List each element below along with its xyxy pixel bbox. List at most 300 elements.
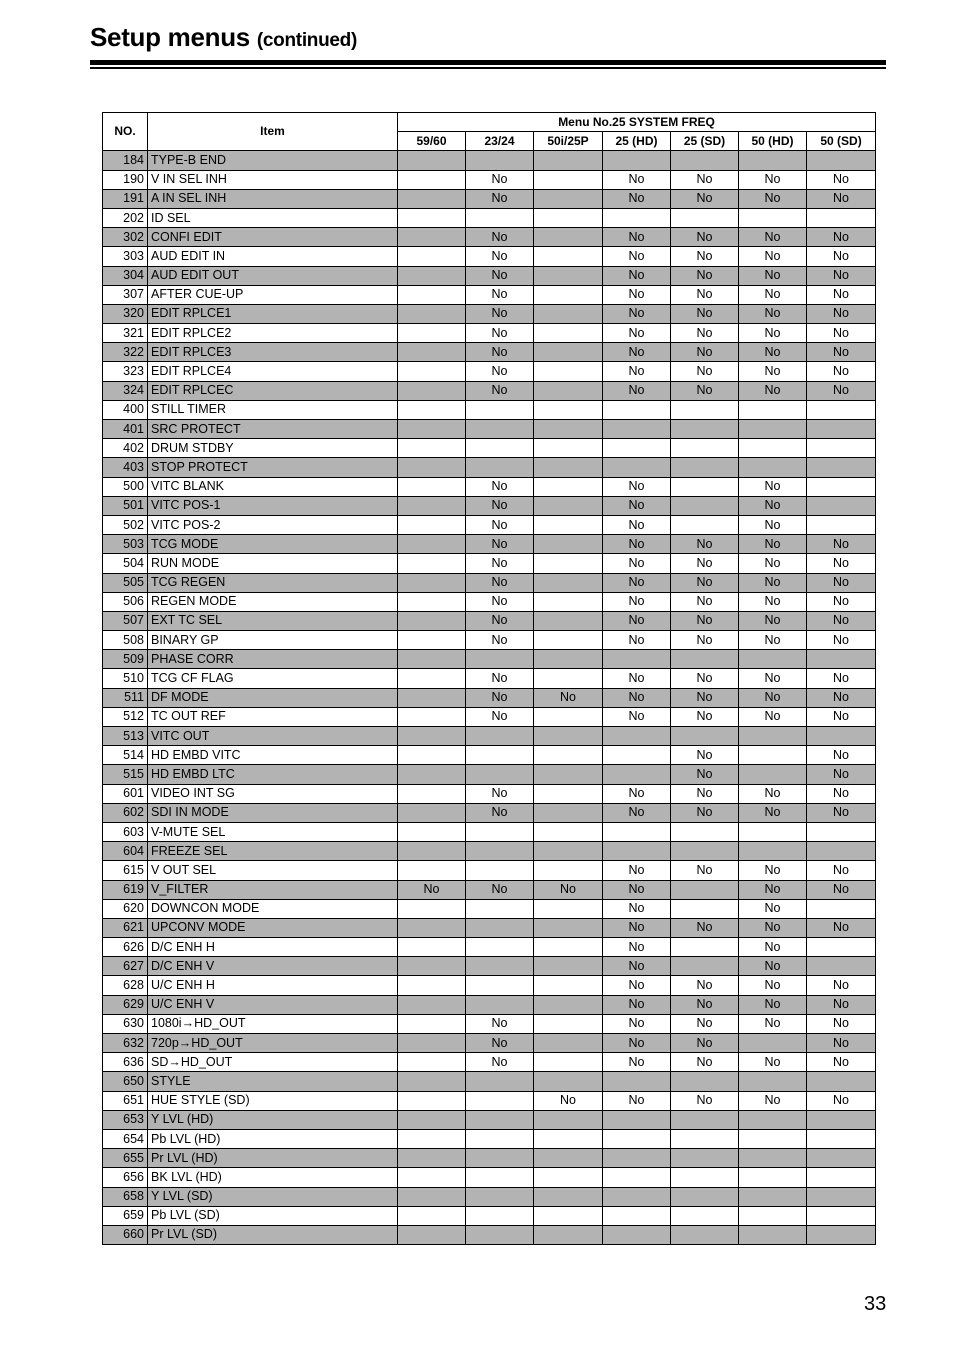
row-item-name: AFTER CUE-UP xyxy=(148,285,398,304)
row-value-cell xyxy=(398,304,466,323)
row-value-cell: No xyxy=(466,880,534,899)
row-value-cell xyxy=(398,362,466,381)
row-value-cell: No xyxy=(466,803,534,822)
row-value-cell xyxy=(603,458,671,477)
table-row xyxy=(103,957,876,976)
row-number: 508 xyxy=(103,631,148,650)
row-value-cell: No xyxy=(739,247,807,266)
row-value-cell: No xyxy=(671,535,739,554)
row-value-cell xyxy=(534,822,603,841)
row-value-cell: No xyxy=(466,554,534,573)
row-value-cell xyxy=(807,822,876,841)
row-value-cell xyxy=(534,650,603,669)
table-body xyxy=(103,151,876,1245)
row-value-cell xyxy=(466,1091,534,1110)
row-value-cell xyxy=(739,1225,807,1244)
row-value-cell: No xyxy=(466,304,534,323)
row-value-cell xyxy=(466,1110,534,1129)
row-item-name: VITC POS-2 xyxy=(148,515,398,534)
row-value-cell: No xyxy=(807,1034,876,1053)
row-value-cell: No xyxy=(807,803,876,822)
row-value-cell: No xyxy=(534,1091,603,1110)
row-value-cell xyxy=(466,938,534,957)
row-value-cell xyxy=(807,400,876,419)
row-number: 629 xyxy=(103,995,148,1014)
row-item-name: Pb LVL (HD) xyxy=(148,1129,398,1148)
row-value-cell: No xyxy=(466,631,534,650)
row-item-name: HUE STYLE (SD) xyxy=(148,1091,398,1110)
row-value-cell: No xyxy=(466,170,534,189)
row-value-cell: No xyxy=(671,611,739,630)
row-value-cell xyxy=(398,573,466,592)
row-value-cell xyxy=(603,650,671,669)
table-row xyxy=(103,611,876,630)
row-value-cell xyxy=(807,1206,876,1225)
row-value-cell: No xyxy=(603,266,671,285)
row-value-cell xyxy=(534,995,603,1014)
row-value-cell xyxy=(534,535,603,554)
row-value-cell xyxy=(807,957,876,976)
page-title-suffix: (continued) xyxy=(256,30,358,51)
row-item-name: U/C ENH H xyxy=(148,976,398,995)
row-value-cell xyxy=(466,861,534,880)
row-item-name: PHASE CORR xyxy=(148,650,398,669)
row-item-name: DRUM STDBY xyxy=(148,439,398,458)
row-value-cell: No xyxy=(671,803,739,822)
row-value-cell: No xyxy=(671,381,739,400)
row-value-cell: No xyxy=(807,228,876,247)
table-row xyxy=(103,170,876,189)
row-value-cell xyxy=(398,266,466,285)
row-value-cell xyxy=(466,208,534,227)
table-row xyxy=(103,554,876,573)
row-number: 656 xyxy=(103,1168,148,1187)
row-value-cell xyxy=(739,1187,807,1206)
row-number: 509 xyxy=(103,650,148,669)
row-value-cell xyxy=(534,247,603,266)
row-item-name: VIDEO INT SG xyxy=(148,784,398,803)
row-value-cell xyxy=(807,208,876,227)
row-value-cell xyxy=(534,1225,603,1244)
row-value-cell xyxy=(671,1072,739,1091)
row-value-cell: No xyxy=(671,304,739,323)
row-value-cell xyxy=(739,1149,807,1168)
row-item-name: VITC OUT xyxy=(148,727,398,746)
row-value-cell: No xyxy=(603,957,671,976)
row-value-cell xyxy=(398,420,466,439)
row-value-cell: No xyxy=(603,688,671,707)
row-value-cell: No xyxy=(739,631,807,650)
row-value-cell: No xyxy=(739,995,807,1014)
row-value-cell: No xyxy=(807,746,876,765)
row-value-cell xyxy=(534,170,603,189)
row-value-cell: No xyxy=(739,861,807,880)
row-value-cell xyxy=(671,151,739,170)
table-row xyxy=(103,938,876,957)
row-value-cell: No xyxy=(739,669,807,688)
row-value-cell xyxy=(398,995,466,1014)
row-value-cell xyxy=(534,976,603,995)
row-value-cell xyxy=(534,573,603,592)
row-value-cell xyxy=(603,1072,671,1091)
row-number: 619 xyxy=(103,880,148,899)
row-value-cell: No xyxy=(739,304,807,323)
row-value-cell xyxy=(739,765,807,784)
row-value-cell xyxy=(603,400,671,419)
table-row xyxy=(103,688,876,707)
row-number: 506 xyxy=(103,592,148,611)
row-value-cell xyxy=(398,1014,466,1033)
row-value-cell: No xyxy=(466,324,534,343)
row-number: 653 xyxy=(103,1110,148,1129)
row-value-cell xyxy=(807,842,876,861)
page-title-main: Setup menus xyxy=(90,22,250,52)
row-value-cell: No xyxy=(671,170,739,189)
row-value-cell: No xyxy=(603,285,671,304)
row-number: 190 xyxy=(103,170,148,189)
row-value-cell xyxy=(398,1091,466,1110)
row-value-cell: No xyxy=(671,995,739,1014)
row-item-name: STYLE xyxy=(148,1072,398,1091)
row-value-cell xyxy=(603,1110,671,1129)
row-value-cell xyxy=(739,1206,807,1225)
row-value-cell: No xyxy=(603,1053,671,1072)
row-value-cell xyxy=(466,1206,534,1225)
row-item-name: Y LVL (SD) xyxy=(148,1187,398,1206)
row-item-name: AUD EDIT IN xyxy=(148,247,398,266)
table-row xyxy=(103,343,876,362)
row-value-cell xyxy=(739,208,807,227)
row-item-name: V-MUTE SEL xyxy=(148,822,398,841)
row-value-cell xyxy=(534,151,603,170)
row-item-name: Pr LVL (HD) xyxy=(148,1149,398,1168)
row-value-cell xyxy=(671,899,739,918)
row-value-cell: No xyxy=(466,247,534,266)
table-row xyxy=(103,1168,876,1187)
row-value-cell: No xyxy=(603,1091,671,1110)
row-item-name: BK LVL (HD) xyxy=(148,1168,398,1187)
row-value-cell xyxy=(534,420,603,439)
row-value-cell xyxy=(671,1129,739,1148)
row-value-cell xyxy=(807,477,876,496)
row-value-cell: No xyxy=(671,189,739,208)
row-value-cell: No xyxy=(466,592,534,611)
row-item-name: SD→HD_OUT xyxy=(148,1053,398,1072)
row-item-name: EDIT RPLCE4 xyxy=(148,362,398,381)
row-value-cell: No xyxy=(739,688,807,707)
row-value-cell: No xyxy=(466,477,534,496)
table-row xyxy=(103,1014,876,1033)
row-value-cell xyxy=(398,727,466,746)
row-value-cell xyxy=(807,1149,876,1168)
row-value-cell xyxy=(534,439,603,458)
row-number: 621 xyxy=(103,918,148,937)
header-col: 50 (HD) xyxy=(739,132,807,151)
row-value-cell xyxy=(807,458,876,477)
row-value-cell: No xyxy=(807,381,876,400)
table-row xyxy=(103,1072,876,1091)
row-value-cell xyxy=(534,746,603,765)
row-value-cell xyxy=(671,477,739,496)
row-value-cell: No xyxy=(671,669,739,688)
table-row xyxy=(103,784,876,803)
row-value-cell: No xyxy=(807,669,876,688)
row-value-cell xyxy=(534,1168,603,1187)
row-item-name: HD EMBD LTC xyxy=(148,765,398,784)
row-item-name: VITC BLANK xyxy=(148,477,398,496)
row-value-cell: No xyxy=(807,592,876,611)
row-value-cell xyxy=(466,458,534,477)
header-col: 59/60 xyxy=(398,132,466,151)
row-value-cell xyxy=(739,1168,807,1187)
row-number: 302 xyxy=(103,228,148,247)
row-number: 304 xyxy=(103,266,148,285)
row-value-cell xyxy=(534,1187,603,1206)
row-value-cell xyxy=(398,151,466,170)
table-row xyxy=(103,1110,876,1129)
table-row xyxy=(103,1225,876,1244)
row-value-cell: No xyxy=(603,938,671,957)
row-value-cell xyxy=(398,1187,466,1206)
table-row xyxy=(103,995,876,1014)
row-value-cell xyxy=(807,1072,876,1091)
row-value-cell xyxy=(534,1206,603,1225)
row-value-cell: No xyxy=(807,631,876,650)
row-value-cell xyxy=(603,420,671,439)
header-col: 25 (HD) xyxy=(603,132,671,151)
row-item-name: EXT TC SEL xyxy=(148,611,398,630)
row-item-name: STILL TIMER xyxy=(148,400,398,419)
row-item-name: V OUT SEL xyxy=(148,861,398,880)
header-col: 23/24 xyxy=(466,132,534,151)
row-item-name: Pr LVL (SD) xyxy=(148,1225,398,1244)
row-value-cell: No xyxy=(807,189,876,208)
row-value-cell xyxy=(603,727,671,746)
row-value-cell xyxy=(603,1187,671,1206)
row-value-cell xyxy=(534,727,603,746)
row-number: 184 xyxy=(103,151,148,170)
row-value-cell: No xyxy=(603,631,671,650)
row-item-name: Y LVL (HD) xyxy=(148,1110,398,1129)
row-value-cell: No xyxy=(807,995,876,1014)
row-value-cell: No xyxy=(466,669,534,688)
row-number: 630 xyxy=(103,1014,148,1033)
row-value-cell xyxy=(807,1187,876,1206)
row-value-cell xyxy=(534,515,603,534)
row-value-cell xyxy=(398,957,466,976)
row-value-cell: No xyxy=(603,362,671,381)
row-item-name: A IN SEL INH xyxy=(148,189,398,208)
row-value-cell xyxy=(671,938,739,957)
header-item: Item xyxy=(148,113,398,151)
row-value-cell: No xyxy=(671,362,739,381)
row-value-cell xyxy=(398,208,466,227)
row-value-cell xyxy=(466,650,534,669)
row-value-cell: No xyxy=(671,573,739,592)
row-value-cell xyxy=(603,765,671,784)
row-value-cell xyxy=(534,592,603,611)
row-value-cell xyxy=(671,208,739,227)
row-value-cell xyxy=(534,842,603,861)
row-value-cell: No xyxy=(807,1053,876,1072)
row-value-cell: No xyxy=(739,170,807,189)
row-value-cell xyxy=(398,861,466,880)
row-value-cell xyxy=(603,1129,671,1148)
row-value-cell xyxy=(466,995,534,1014)
row-value-cell xyxy=(534,266,603,285)
row-value-cell xyxy=(398,688,466,707)
row-value-cell: No xyxy=(466,362,534,381)
row-value-cell xyxy=(807,727,876,746)
row-value-cell xyxy=(534,957,603,976)
row-value-cell: No xyxy=(807,554,876,573)
row-value-cell xyxy=(534,477,603,496)
row-value-cell xyxy=(466,1225,534,1244)
row-number: 191 xyxy=(103,189,148,208)
row-value-cell: No xyxy=(739,381,807,400)
row-number: 307 xyxy=(103,285,148,304)
row-value-cell: No xyxy=(466,496,534,515)
row-value-cell xyxy=(466,1072,534,1091)
row-value-cell xyxy=(466,765,534,784)
table-row xyxy=(103,496,876,515)
row-number: 402 xyxy=(103,439,148,458)
row-number: 502 xyxy=(103,515,148,534)
row-value-cell xyxy=(534,362,603,381)
row-number: 603 xyxy=(103,822,148,841)
row-value-cell xyxy=(398,189,466,208)
row-value-cell: No xyxy=(739,343,807,362)
row-number: 505 xyxy=(103,573,148,592)
row-value-cell xyxy=(807,1225,876,1244)
row-item-name: HD EMBD VITC xyxy=(148,746,398,765)
row-value-cell: No xyxy=(739,324,807,343)
row-value-cell: No xyxy=(603,554,671,573)
row-number: 400 xyxy=(103,400,148,419)
row-value-cell xyxy=(739,151,807,170)
table-row xyxy=(103,420,876,439)
row-value-cell xyxy=(466,746,534,765)
table-row xyxy=(103,573,876,592)
row-value-cell: No xyxy=(603,784,671,803)
row-value-cell xyxy=(534,1072,603,1091)
row-value-cell xyxy=(534,611,603,630)
row-value-cell xyxy=(466,842,534,861)
row-value-cell xyxy=(466,899,534,918)
header-no: NO. xyxy=(103,113,148,151)
row-value-cell: No xyxy=(739,228,807,247)
row-number: 654 xyxy=(103,1129,148,1148)
row-value-cell xyxy=(398,285,466,304)
row-value-cell: No xyxy=(603,707,671,726)
row-number: 651 xyxy=(103,1091,148,1110)
row-value-cell xyxy=(398,650,466,669)
row-value-cell: No xyxy=(739,592,807,611)
row-value-cell xyxy=(398,228,466,247)
row-value-cell: No xyxy=(807,535,876,554)
row-value-cell xyxy=(603,1149,671,1168)
row-number: 303 xyxy=(103,247,148,266)
row-value-cell: No xyxy=(739,938,807,957)
row-value-cell: No xyxy=(739,554,807,573)
row-value-cell: No xyxy=(603,189,671,208)
row-value-cell xyxy=(534,861,603,880)
row-value-cell xyxy=(603,208,671,227)
row-number: 322 xyxy=(103,343,148,362)
row-value-cell xyxy=(739,1072,807,1091)
row-value-cell xyxy=(398,822,466,841)
table-row xyxy=(103,880,876,899)
row-value-cell xyxy=(398,669,466,688)
row-value-cell: No xyxy=(603,477,671,496)
row-value-cell xyxy=(398,439,466,458)
row-value-cell: No xyxy=(739,611,807,630)
row-number: 655 xyxy=(103,1149,148,1168)
table-row xyxy=(103,899,876,918)
row-number: 628 xyxy=(103,976,148,995)
row-value-cell xyxy=(671,880,739,899)
row-item-name: TCG MODE xyxy=(148,535,398,554)
setup-menu-table xyxy=(102,112,876,1245)
row-value-cell: No xyxy=(671,554,739,573)
row-value-cell xyxy=(671,1187,739,1206)
row-value-cell xyxy=(534,669,603,688)
row-value-cell: No xyxy=(671,746,739,765)
row-value-cell: No xyxy=(739,477,807,496)
header-col: 25 (SD) xyxy=(671,132,739,151)
table-row xyxy=(103,1187,876,1206)
row-value-cell xyxy=(807,496,876,515)
row-number: 658 xyxy=(103,1187,148,1206)
row-value-cell xyxy=(603,1168,671,1187)
table-row xyxy=(103,707,876,726)
row-number: 620 xyxy=(103,899,148,918)
row-value-cell xyxy=(603,746,671,765)
table-row xyxy=(103,458,876,477)
row-item-name: VITC POS-1 xyxy=(148,496,398,515)
row-number: 513 xyxy=(103,727,148,746)
row-item-name: SDI IN MODE xyxy=(148,803,398,822)
row-value-cell xyxy=(466,1149,534,1168)
row-value-cell xyxy=(466,918,534,937)
table-row xyxy=(103,1053,876,1072)
row-value-cell xyxy=(671,420,739,439)
row-value-cell xyxy=(807,938,876,957)
row-value-cell: No xyxy=(603,496,671,515)
row-value-cell xyxy=(671,1110,739,1129)
row-value-cell xyxy=(807,515,876,534)
row-value-cell: No xyxy=(603,669,671,688)
table-row xyxy=(103,1149,876,1168)
row-value-cell xyxy=(398,976,466,995)
row-value-cell xyxy=(398,918,466,937)
row-value-cell: No xyxy=(671,976,739,995)
row-value-cell: No xyxy=(603,535,671,554)
row-value-cell xyxy=(398,247,466,266)
row-value-cell xyxy=(807,650,876,669)
row-value-cell: No xyxy=(739,1053,807,1072)
row-value-cell: No xyxy=(671,247,739,266)
table-row xyxy=(103,822,876,841)
row-value-cell: No xyxy=(603,918,671,937)
row-value-cell xyxy=(534,631,603,650)
row-value-cell: No xyxy=(807,861,876,880)
table-row xyxy=(103,976,876,995)
row-number: 503 xyxy=(103,535,148,554)
row-value-cell: No xyxy=(807,1091,876,1110)
row-value-cell xyxy=(466,420,534,439)
row-item-name: 1080i→HD_OUT xyxy=(148,1014,398,1033)
